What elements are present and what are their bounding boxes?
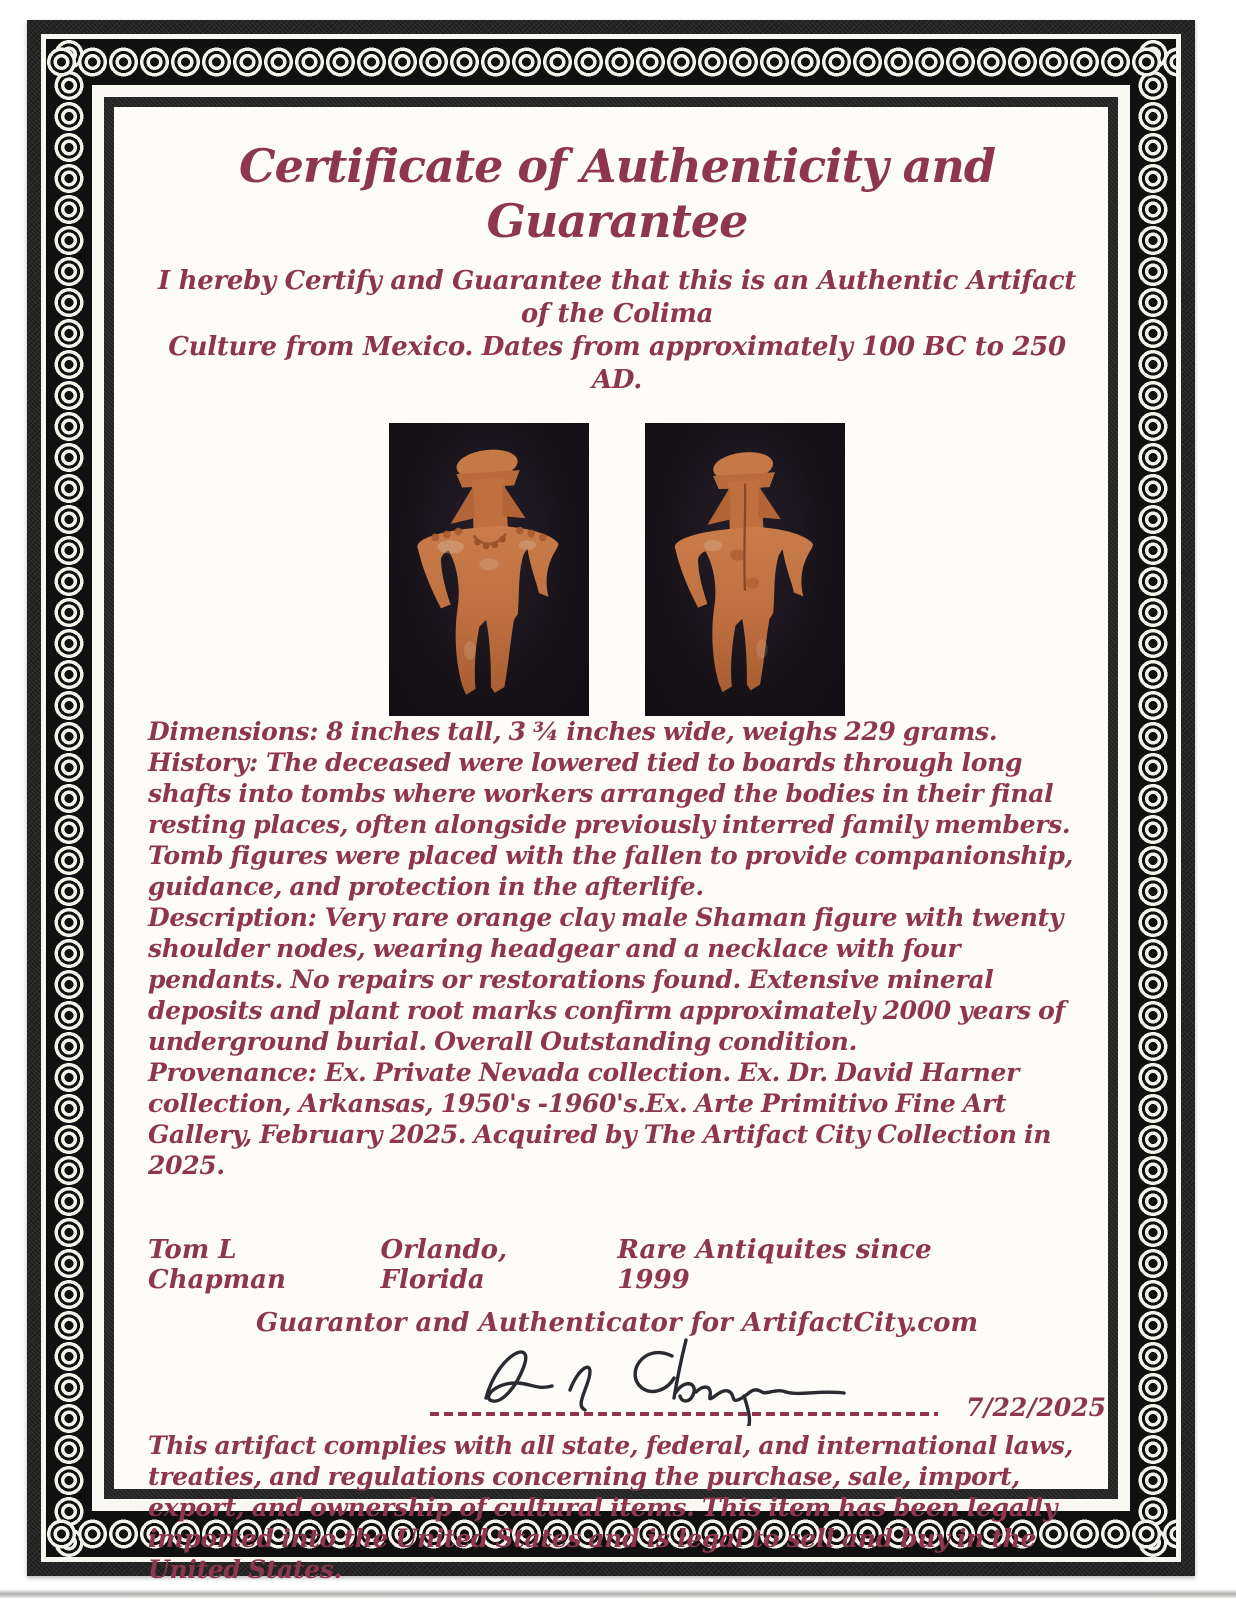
artifact-photo-front <box>389 423 589 716</box>
certificate-outer-border <box>27 20 1195 1585</box>
section-label: History: <box>148 748 258 778</box>
signature-date: 7/22/2025 <box>966 1393 1107 1423</box>
signature-area <box>148 1340 1107 1430</box>
signature-image <box>458 1326 928 1426</box>
signatory-name: Tom L Chapman <box>148 1235 286 1296</box>
circle-pattern-border <box>46 39 1176 1585</box>
guarantor-role: Guarantor and Authenticator for ArtifactCity.com <box>256 1308 978 1339</box>
section-dimensions <box>148 716 1086 747</box>
signatory-location: Orlando, Florida <box>380 1235 508 1296</box>
scan-edge-shadow <box>0 1589 1236 1598</box>
section-label: Dimensions: <box>148 717 319 747</box>
section-provenance <box>148 1057 1086 1181</box>
shaman-figure-back-illustration <box>651 428 839 712</box>
section-label: Provenance: <box>148 1058 317 1088</box>
section-text: 8 inches tall, 3 ¾ inches wide, weighs 229 grams. <box>326 717 998 747</box>
signatory-row <box>148 1235 1086 1295</box>
section-label: Description: <box>148 903 317 933</box>
section-text: Very rare orange clay male Shaman figure with twenty shoulder nodes, wearing headgear and a necklace with four pendants. No repairs or restorations found. Extensive mineral deposits and plant root marks confirm approximately 2000 years of underground burial. Overall Outstanding condition. <box>148 903 1065 1057</box>
legal-statement: This artifact complies with all state, federal, and international laws, treaties, and regulations concerning the purchase, sale, import, export, and ownership of cultural items. This item has been legally imported into the United States and is legal to sell and buy in the United States. <box>148 1431 1073 1585</box>
artifact-photo-back <box>645 423 845 716</box>
artifact-photos <box>148 423 1086 716</box>
certificate-title: Certificate of Authenticity and Guarantee <box>238 139 996 249</box>
signatory-tagline: Rare Antiquites since 1999 <box>617 1235 932 1296</box>
section-text: Ex. Private Nevada collection. Ex. Dr. David Harner collection, Arkansas, 1950's -1960's.Ex. Arte Primitivo Fine Art Gallery, February 2025. Acquired by The Artifact City Collection in 2025. <box>148 1058 1052 1181</box>
shaman-figure-front-illustration <box>393 427 585 713</box>
signature-line <box>430 1412 938 1416</box>
certificate-content <box>114 107 1108 1585</box>
section-description <box>148 902 1086 1057</box>
certificate-inner-frame <box>104 97 1118 1585</box>
section-history <box>148 747 1086 902</box>
section-text: The deceased were lowered tied to boards through long shafts into tombs where workers arranged the bodies in their final resting places, often alongside previously interred family members. Tomb figures were placed with the fallen to provide companionship, guidance, and protection in the afterlife. <box>148 748 1074 902</box>
certification-statement: I hereby Certify and Guarantee that this is an Authentic Artifact of the Colima Culture from Mexico. Dates from approximately 100 BC to 250 AD. <box>158 266 1076 396</box>
